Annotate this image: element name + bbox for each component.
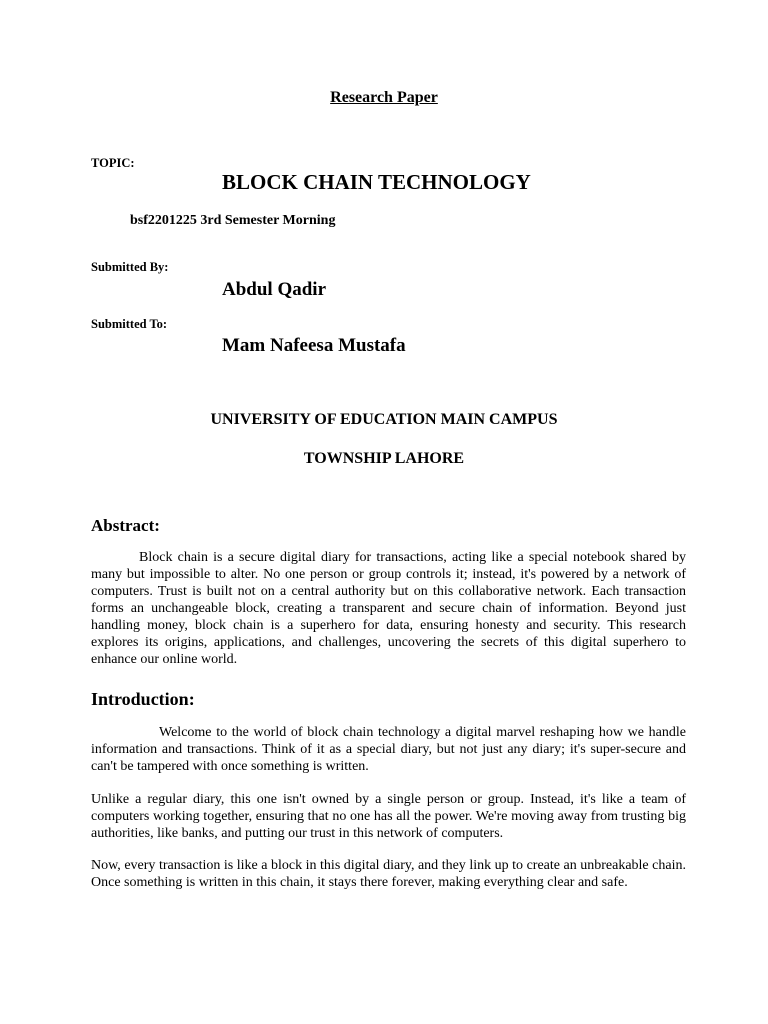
introduction-heading: Introduction: xyxy=(91,689,195,709)
submitted-to-label: Submitted To: xyxy=(91,317,168,331)
introduction-paragraph-1: Welcome to the world of block chain technology a digital marvel reshaping how we handle information and transactions. Think of it as a special diary, but not just any diary; it's super-secure and can't be tampered with once something is written. xyxy=(91,725,686,774)
topic-title: BLOCK CHAIN TECHNOLOGY xyxy=(222,170,531,194)
abstract-heading: Abstract: xyxy=(91,516,160,535)
student-id-semester: bsf2201225 3rd Semester Morning xyxy=(130,213,336,228)
university-name: UNIVERSITY OF EDUCATION MAIN CAMPUS xyxy=(210,411,558,428)
campus-location: TOWNSHIP LAHORE xyxy=(303,450,465,467)
submitted-by-label: Submitted By: xyxy=(91,260,169,274)
abstract-paragraph: Block chain is a secure digital diary for transactions, acting like a special notebook shared by many but impossible to alter. No one person or group controls it; instead, it's powered by a network of computers. Trust is built not on a central authority but on this collaborative network. Each transaction forms an unchangeable block, creating a transparent and secure chain of information. Beyond just handling money, block chain is a superhero for data, ensuring honesty and security. This research explores its origins, applications, and challenges, uncovering the secrets of this digital superhero to enhance our online world. xyxy=(91,550,686,667)
introduction-paragraph-2: Unlike a regular diary, this one isn't owned by a single person or group. Instead, it's like a team of computers working together, ensuring that no one has all the power. We're moving away from trusting big authorities, like banks, and putting our trust in this network of computers. xyxy=(91,792,686,841)
submitted-to-name: Mam Nafeesa Mustafa xyxy=(222,335,406,356)
submitted-by-name: Abdul Qadir xyxy=(222,279,327,300)
topic-label: TOPIC: xyxy=(91,156,135,170)
introduction-paragraph-3: Now, every transaction is like a block in this digital diary, and they link up to create an unbreakable chain. Once something is written in this chain, it stays there forever, making everything clear and safe. xyxy=(91,858,686,890)
paper-label: Research Paper xyxy=(330,89,438,106)
